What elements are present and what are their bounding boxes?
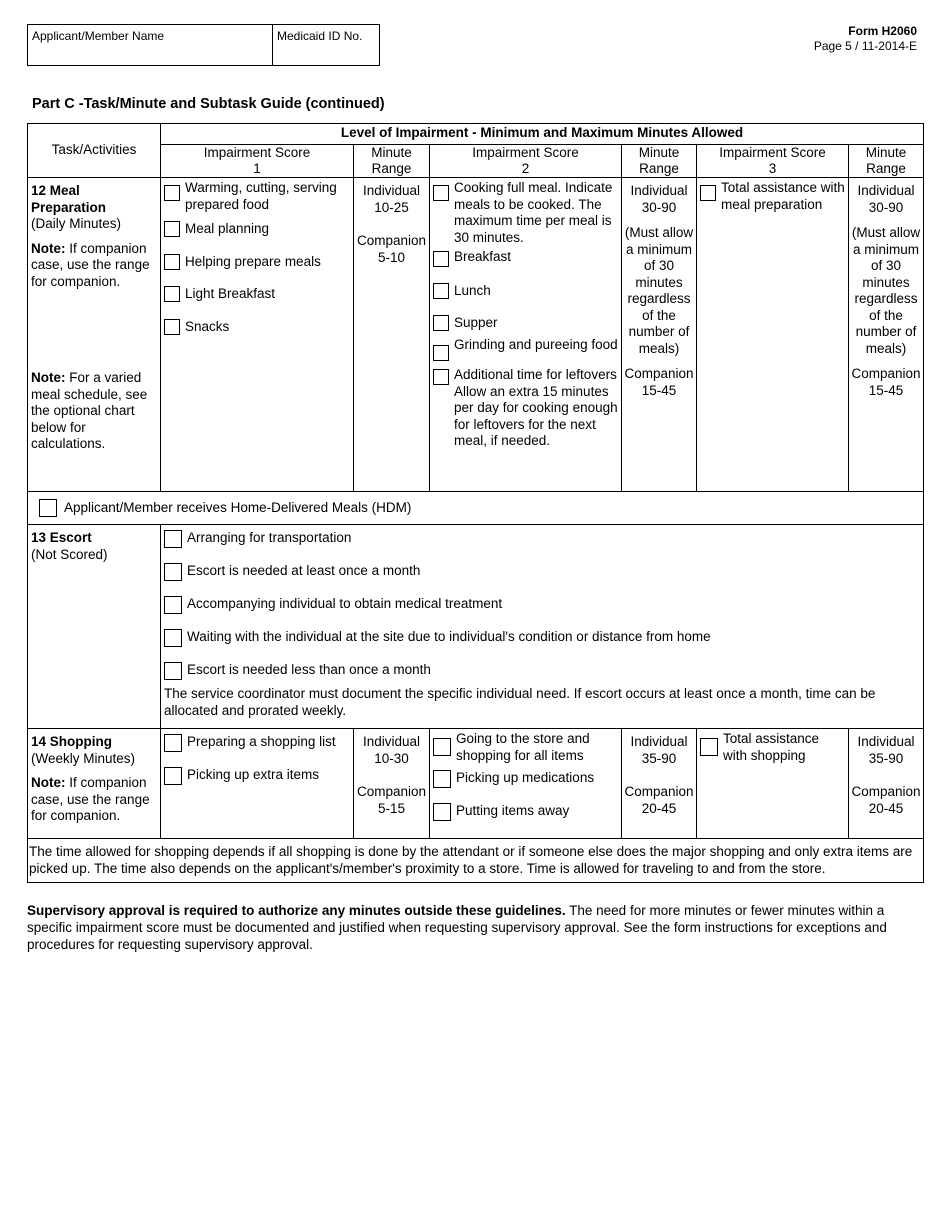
checkbox[interactable] [164, 530, 182, 548]
medicaid-id-field[interactable] [273, 25, 366, 65]
range-companion: Companion [624, 366, 694, 381]
checkbox[interactable] [164, 319, 180, 335]
checkbox[interactable] [164, 662, 182, 680]
range-companion: Companion [851, 784, 921, 799]
checkbox[interactable] [164, 596, 182, 614]
meal-task-cell [28, 178, 161, 492]
meal-score2-cell [430, 178, 622, 492]
page-info: Page 5 / 11-2014-E [813, 39, 917, 53]
form-number: Form H2060 [848, 24, 917, 38]
task-guide-table [27, 123, 924, 883]
checkbox[interactable] [700, 185, 716, 201]
shopping-frequency: (Weekly Minutes) [31, 750, 136, 766]
range-value: 20-45 [641, 800, 677, 816]
meal-range2-cell [622, 178, 697, 492]
range-value: 5-10 [377, 249, 406, 265]
range-companion: Companion [356, 233, 427, 248]
meal-s1-item: Helping prepare meals [164, 254, 350, 271]
checkbox[interactable] [433, 770, 451, 788]
escort-items-cell [161, 525, 924, 729]
range-individual: Individual [857, 734, 915, 749]
range-note: (Must allow a minimum of 30 minutes regardless of the number of meals) [624, 225, 694, 356]
meal-title: 12 Meal Preparation [31, 183, 107, 215]
meal-s2-item: Cooking full meal. Indicate meals to be cooked. The maximum time per meal is 30 minutes. [433, 180, 618, 246]
supervisory-note [27, 902, 923, 953]
meal-s2-item: Supper [433, 315, 618, 332]
range-label: Range [371, 161, 412, 176]
score-number: 1 [253, 161, 261, 176]
part-title: Part C -Task/Minute and Subtask Guide (continued) [32, 96, 385, 112]
meal-score3-cell [697, 178, 849, 492]
checkbox[interactable] [164, 286, 180, 302]
shopping-task-cell [28, 729, 161, 839]
hdm-label: Applicant/Member receives Home-Delivered Meals (HDM) [64, 499, 412, 515]
meal-note-companion: Note: If companion case, use the range for companion. [31, 240, 150, 289]
minute-label: Minute [865, 145, 907, 160]
checkbox[interactable] [433, 738, 451, 756]
meal-s1-item: Snacks [164, 319, 350, 336]
range-label: Range [639, 161, 679, 176]
range-individual: Individual [630, 183, 688, 198]
range-value: 35-90 [868, 750, 904, 766]
hdm-checkbox[interactable] [39, 499, 57, 517]
checkbox[interactable] [433, 185, 449, 201]
score3-header [697, 145, 849, 178]
range-value: 15-45 [641, 382, 677, 398]
escort-item: Arranging for transportation [164, 530, 920, 548]
shopping-s1-item: Picking up extra items [164, 767, 350, 785]
shopping-score2-cell [430, 729, 622, 839]
checkbox[interactable] [164, 734, 182, 752]
meal-s2-item: Breakfast [433, 249, 618, 267]
supervisory-text: The need for more minutes or fewer minutes within a specific impairment score must be documented and justified when requesting supervisory approval. See the form instructions for exceptions and procedures for requesting supervisory approval. [27, 903, 887, 952]
checkbox[interactable] [164, 767, 182, 785]
shopping-s2-item: Picking up medications [433, 770, 618, 788]
shopping-s2-item: Putting items away [433, 803, 618, 821]
score1-header [161, 145, 354, 178]
checkbox[interactable] [164, 629, 182, 647]
shopping-range3-cell [849, 729, 924, 839]
checkbox[interactable] [433, 345, 449, 361]
range-companion: Companion [851, 366, 921, 381]
shopping-s3-item: Total assistance with shopping [700, 731, 845, 764]
range-value: 10-25 [374, 199, 409, 215]
meal-s1-item: Warming, cutting, serving prepared food [164, 180, 350, 213]
escort-item: Escort is needed less than once a month [164, 662, 920, 680]
checkbox[interactable] [164, 221, 180, 237]
checkbox[interactable] [164, 254, 180, 270]
checkbox[interactable] [700, 738, 718, 756]
range-value: 35-90 [641, 750, 677, 766]
shopping-score3-cell [697, 729, 849, 839]
checkbox[interactable] [433, 315, 449, 331]
checkbox[interactable] [164, 563, 182, 581]
score-number: 3 [768, 161, 777, 176]
meal-s1-item: Meal planning [164, 221, 350, 238]
range-individual: Individual [362, 183, 421, 198]
range-companion: Companion [624, 784, 694, 799]
score-number: 2 [521, 161, 530, 176]
range3-header [849, 145, 924, 178]
score-label: Impairment Score [472, 145, 579, 160]
escort-item: Accompanying individual to obtain medical treatment [164, 596, 920, 614]
range-individual: Individual [630, 734, 688, 749]
task-header: Task/Activities [28, 124, 161, 178]
range-individual: Individual [857, 183, 915, 198]
supervisory-bold: Supervisory approval is required to authorize any minutes outside these guidelines. [27, 903, 566, 918]
checkbox[interactable] [433, 803, 451, 821]
escort-frequency: (Not Scored) [31, 546, 108, 562]
minute-label: Minute [371, 145, 412, 160]
minute-label: Minute [638, 145, 680, 160]
medicaid-id-label: Medicaid ID No. [277, 29, 363, 43]
shopping-footer: The time allowed for shopping depends if all shopping is done by the attendant or if someone else does the major shopping and only extra items are picked up. The time also depends on the applicant's/member's proximity to a store. Time is allowed for traveling to and from the store. [28, 839, 924, 883]
hdm-item [39, 499, 920, 517]
range-value: 5-15 [377, 800, 406, 816]
shopping-s2-item: Going to the store and shopping for all items [433, 731, 618, 764]
shopping-note: Note: If companion case, use the range for companion. [31, 775, 150, 823]
range-individual: Individual [362, 734, 421, 749]
applicant-name-field[interactable] [28, 25, 273, 65]
meal-range1-cell [354, 178, 430, 492]
shopping-score1-cell [161, 729, 354, 839]
range-value: 30-90 [868, 199, 904, 215]
range-companion: Companion [356, 784, 427, 799]
shopping-title: 14 Shopping [31, 734, 112, 749]
range1-header [354, 145, 430, 178]
meal-range3-cell [849, 178, 924, 492]
range-label: Range [866, 161, 906, 176]
checkbox[interactable] [433, 251, 449, 267]
meal-s2-item: Lunch [433, 283, 618, 300]
shopping-range1-cell [354, 729, 430, 839]
shopping-range2-cell [622, 729, 697, 839]
applicant-name-label: Applicant/Member Name [32, 29, 165, 43]
form-id [814, 24, 917, 54]
meal-s3-item: Total assistance with meal preparation [700, 180, 845, 213]
meal-note-varied: Note: For a varied meal schedule, see the optional chart below for calculations. [31, 370, 148, 451]
applicant-id-box [27, 24, 380, 66]
meal-s1-item: Light Breakfast [164, 286, 350, 303]
score-label: Impairment Score [203, 145, 311, 160]
escort-note: The service coordinator must document the specific individual need. If escort occurs at least once a month, time can be allocated and prorated weekly. [164, 686, 876, 718]
escort-item: Waiting with the individual at the site due to individual's condition or distance from home [164, 629, 920, 647]
meal-s2-item: Additional time for leftovers Allow an extra 15 minutes per day for cooking enough for leftovers for the next meal, if needed. [433, 367, 618, 450]
escort-task-cell [28, 525, 161, 729]
checkbox[interactable] [433, 369, 449, 385]
meal-s2-item: Grinding and pureeing food [433, 337, 618, 361]
range2-header [622, 145, 697, 178]
range-note: (Must allow a minimum of 30 minutes regardless of the number of meals) [851, 225, 921, 356]
meal-frequency: (Daily Minutes) [31, 216, 122, 231]
escort-title: 13 Escort [31, 530, 92, 545]
range-value: 15-45 [868, 382, 904, 398]
score2-header [430, 145, 622, 178]
hdm-row [28, 492, 924, 525]
range-value: 30-90 [641, 199, 677, 215]
meal-score1-cell [161, 178, 354, 492]
escort-item: Escort is needed at least once a month [164, 563, 920, 581]
shopping-s1-item: Preparing a shopping list [164, 734, 350, 752]
range-value: 20-45 [868, 800, 904, 816]
score-label: Impairment Score [719, 145, 826, 160]
level-header: Level of Impairment - Minimum and Maximum Minutes Allowed [161, 124, 924, 145]
range-value: 10-30 [374, 750, 409, 766]
checkbox[interactable] [164, 185, 180, 201]
checkbox[interactable] [433, 283, 449, 299]
